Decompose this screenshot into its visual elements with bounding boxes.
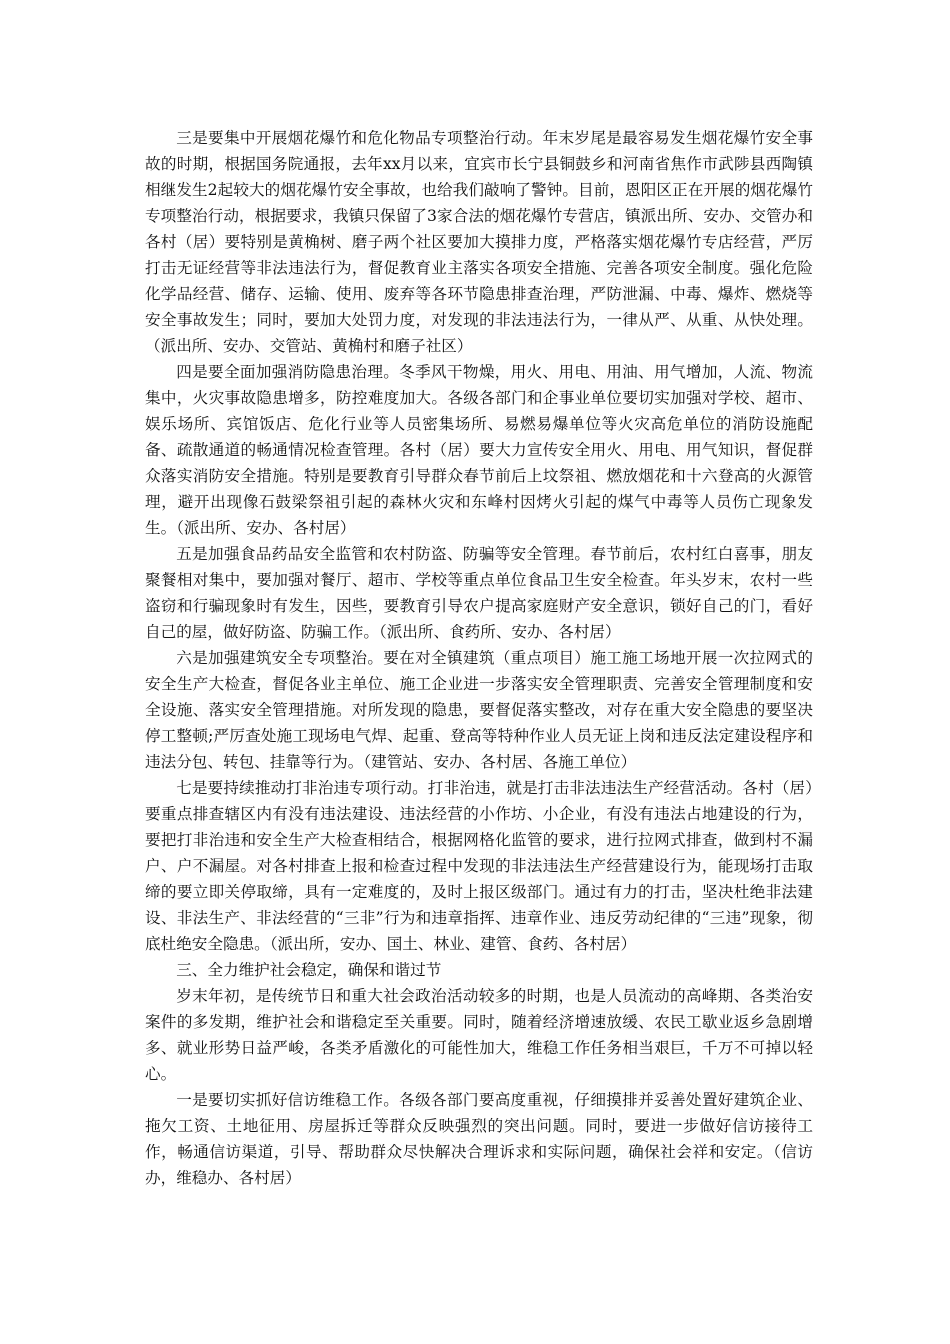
paragraph-fire-safety: 四是要全面加强消防隐患治理。冬季风干物燥，用火、用电、用油、用气增加，人流、物流集中，火灾事故隐患增多，防控难度加大。各级各部门和企事业单位要切实加强对学校、超市、娱乐场所、宾馆饭店、危化行业等人员密集场所、易燃易爆单位等火灾高危单位的消防设施配备、疏散通道的畅通情况检查管理。各村（居）要大力宣传安全用火、用电、用气知识，督促群众落实消防安全措施。特别是要教育引导群众春节前后上坟祭祖、燃放烟花和十六登高的火源管理，避开出现像石鼓梁祭祖引起的森林火灾和东峰村因烤火引起的煤气中毒等人员伤亡现象发生。（派出所、安办、各村居） — [145, 363, 813, 537]
paragraph-food-drug-safety: 五是加强食品药品安全监管和农村防盗、防骗等安全管理。春节前后，农村红白喜事，朋友聚餐相对集中，要加强对餐厅、超市、学校等重点单位食品卫生安全检查。年头岁末，农村一些盗窃和行骗现象时有发生，因些，要教育引导农户提高家庭财产安全意识，锁好自己的门，看好自己的屋，做好防盗、防骗工作。（派出所、食药所、安办、各村居） — [145, 545, 813, 641]
paragraph-construction-safety: 六是加强建筑安全专项整治。要在对全镇建筑（重点项目）施工施工场地开展一次拉网式的安全生产大检查，督促各业主单位、施工企业进一步落实安全管理职责、完善安全管理制度和安全设施、落实安全管理措施。对所发现的隐患，要督促落实整改，对存在重大安全隐患的要坚决停工整顿;严厉查处施工现场电气焊、起重、登高等特种作业人员无证上岗和违反法定建设程序和违法分包、转包、挂靠等行为。（建管站、安办、各村居、各施工单位） — [145, 649, 813, 771]
paragraph-anti-illegal-operations: 七是要持续推动打非治违专项行动。打非治违，就是打击非法违法生产经营活动。各村（居）要重点排查辖区内有没有违法建设、违法经营的小作坊、小企业，有没有违法占地建设的行为，要把打非治违和安全生产大检查相结合，根据网格化监管的要求，进行拉网式排查，做到村不漏户、户不漏屋。对各村排查上报和检查过程中发现的非法违法生产经营建设行为，能现场打击取缔的要立即关停取缔，具有一定难度的，及时上报区级部门。通过有力的打击，坚决杜绝非法建设、非法生产、非法经营的“三非”行为和违章指挥、违章作业、违反劳动纪律的“三违”现象，彻底杜绝安全隐患。（派出所，安办、国土、林业、建管、食药、各村居） — [145, 779, 813, 953]
section-heading-social-stability: 三、全力维护社会稳定，确保和谐过节 — [176, 961, 442, 979]
document-page — [145, 125, 813, 1191]
paragraph-year-end-stability: 岁末年初，是传统节日和重大社会政治活动较多的时期，也是人员流动的高峰期、各类治安案件的多发期，维护社会和谐稳定至关重要。同时，随着经济增速放缓、农民工歇业返乡急剧增多、就业形势日益严峻，各类矛盾激化的可能性加大，维稳工作任务相当艰巨，千万不可掉以轻心。 — [145, 987, 813, 1083]
paragraph-fireworks-hazmat: 三是要集中开展烟花爆竹和危化物品专项整治行动。年末岁尾是最容易发生烟花爆竹安全事故的时期，根据国务院通报，去年xx月以来，宜宾市长宁县铜鼓乡和河南省焦作市武陟县西陶镇相继发生2起较大的烟花爆竹安全事故，也给我们敲响了警钟。目前，恩阳区正在开展的烟花爆竹专项整治行动，根据要求，我镇只保留了3家合法的烟花爆竹专营店，镇派出所、安办、交管办和各村（居）要特别是黄桷树、磨子两个社区要加大摸排力度，严格落实烟花爆竹专店经营，严厉打击无证经营等非法违法行为，督促教育业主落实各项安全措施、完善各项安全制度。强化危险化学品经营、储存、运输、使用、废弃等各环节隐患排查治理，严防泄漏、中毒、爆炸、燃烧等安全事故发生；同时，要加大处罚力度，对发现的非法违法行为，一律从严、从重、从快处理。（派出所、安办、交管站、黄桷村和磨子社区） — [145, 129, 813, 355]
paragraph-petition-work: 一是要切实抓好信访维稳工作。各级各部门要高度重视，仔细摸排并妥善处置好建筑企业、拖欠工资、土地征用、房屋拆迁等群众反映强烈的突出问题。同时，要进一步做好信访接待工作，畅通信访渠道，引导、帮助群众尽快解决合理诉求和实际问题，确保社会祥和安定。（信访办，维稳办、各村居） — [145, 1091, 813, 1187]
